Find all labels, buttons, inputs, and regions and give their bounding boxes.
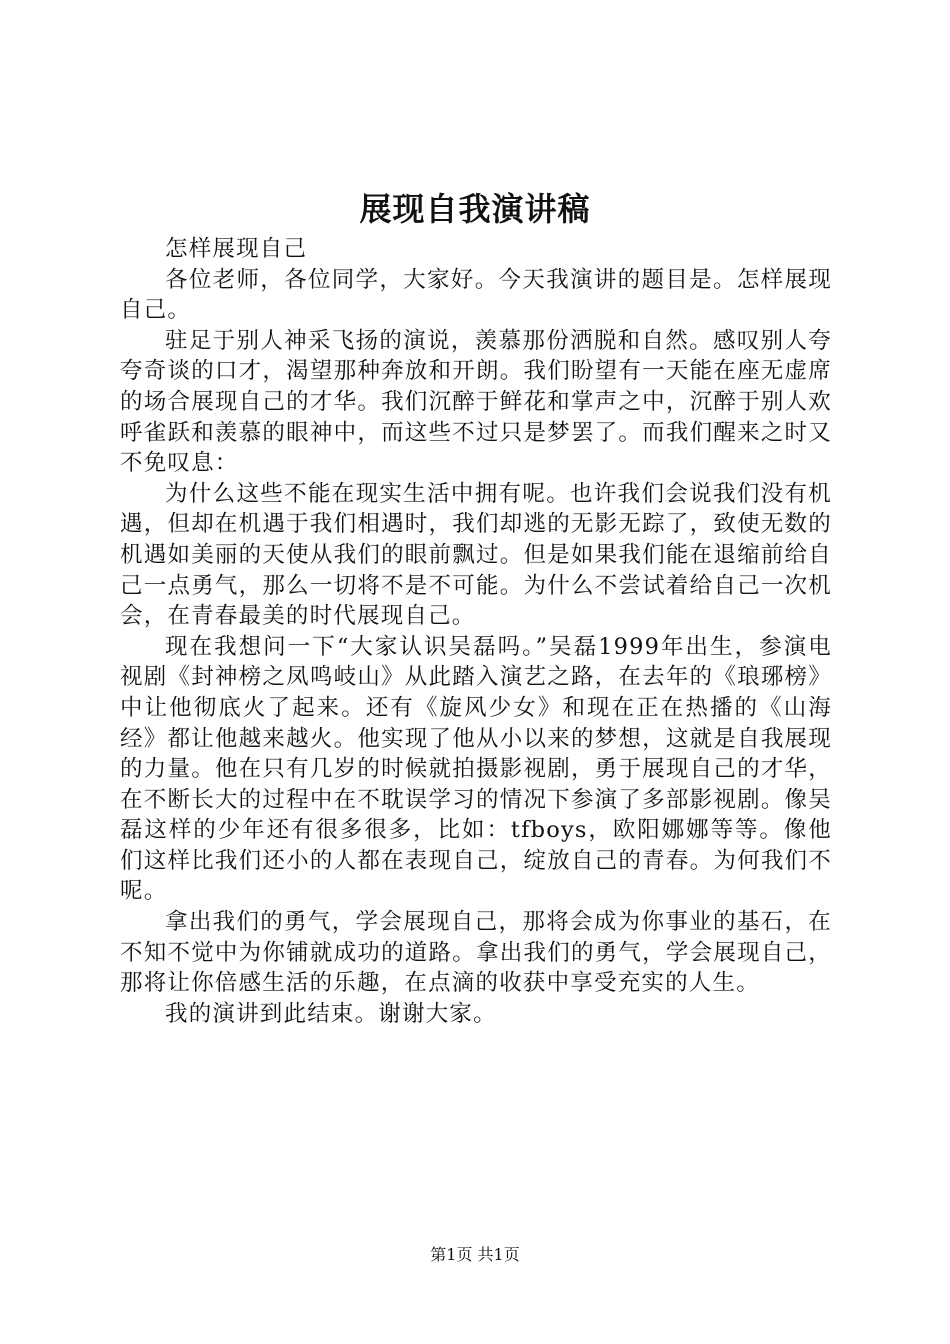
paragraph-closing: 我的演讲到此结束。谢谢大家。: [165, 1000, 497, 1027]
paragraph: 现在我想问一下“大家认识吴磊吗。”吴磊1999年出生，参演电视剧《封神榜之凤鸣岐山》从此踏入演艺之路，在去年的《琅琊榜》中让他彻底火了起来。还有《旋风少女》和现在正在热播的《山海经》都让他越来越火。他实现了他从小以来的梦想，这就是自我展现的力量。他在只有几岁的时候就拍摄影视剧，勇于展现自己的才华，在不断长大的过程中在不耽误学习的情况下参演了多部影视剧。像吴磊这样的少年还有很多很多，比如：tfboys，欧阳娜娜等等。像他们这样比我们还小的人都在表现自己，绽放自己的青春。为何我们不呢。: [120, 633, 832, 905]
document-title: 展现自我演讲稿: [359, 190, 591, 228]
paragraph: 驻足于别人神采飞扬的演说，羡慕那份洒脱和自然。感叹别人夸夸奇谈的口才，渴望那种奔放和开朗。我们盼望有一天能在座无虚席的场合展现自己的才华。我们沉醉于鲜花和掌声之中，沉醉于别人欢呼雀跃和羡慕的眼神中，而这些不过只是梦罢了。而我们醒来之时又不免叹息：: [120, 327, 832, 477]
document-body: [120, 234, 832, 1029]
page-number-footer: 第1页 共1页: [430, 1245, 520, 1264]
paragraph: 拿出我们的勇气，学会展现自己，那将会成为你事业的基石，在不知不觉中为你铺就成功的道路。拿出我们的勇气，学会展现自己，那将让你倍感生活的乐趣，在点滴的收获中享受充实的人生。: [120, 909, 832, 997]
paragraph: 为什么这些不能在现实生活中拥有呢。也许我们会说我们没有机遇，但却在机遇于我们相遇时，我们却逃的无影无踪了，致使无数的机遇如美丽的天使从我们的眼前飘过。但是如果我们能在退缩前给自己一点勇气，那么一切将不是不可能。为什么不尝试着给自己一次机会，在青春最美的时代展现自己。: [120, 480, 832, 630]
paragraph-greeting: 各位老师，各位同学，大家好。今天我演讲的题目是。怎样展现自己。: [120, 266, 832, 324]
paragraph-subtitle: 怎样展现自己: [165, 236, 308, 262]
